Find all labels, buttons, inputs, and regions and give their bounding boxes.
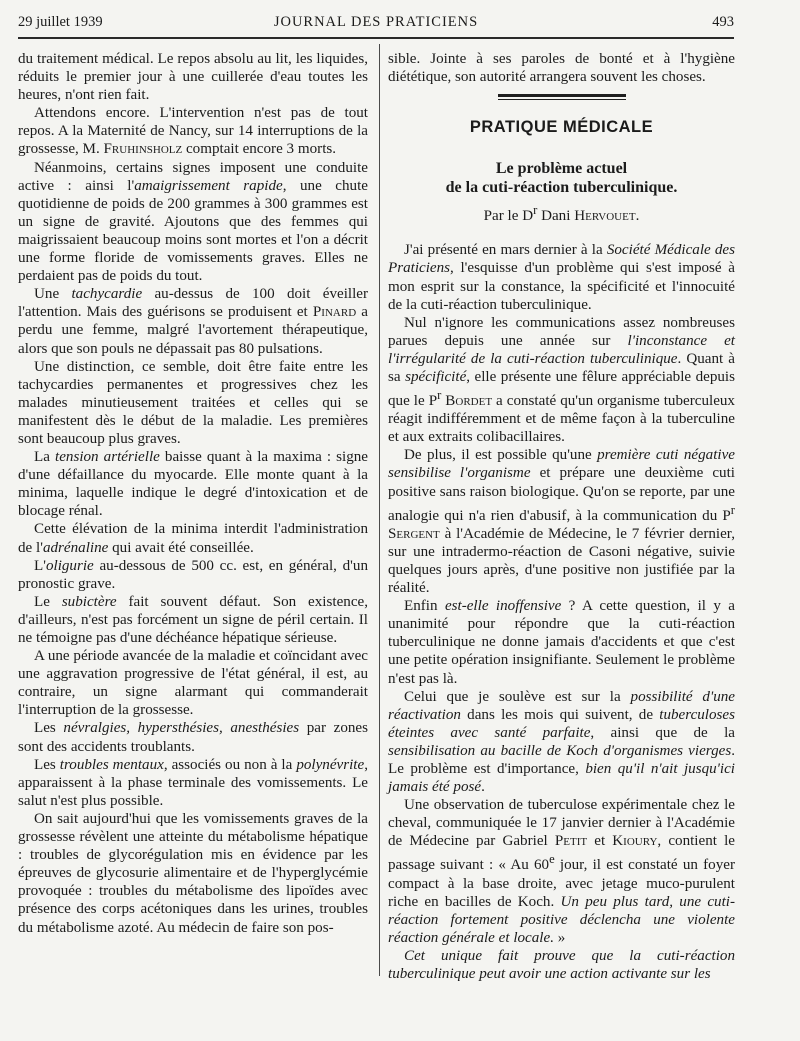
paragraph: sible. Jointe à ses paroles de bonté et à l'hygiène diététique, son autorité arrangera souvent les choses.: [388, 51, 735, 86]
author-name: Fruhinsholz: [103, 141, 183, 158]
right-column: [388, 50, 735, 983]
paragraph: Une observation de tuberculose expérimentale chez le cheval, communiquée le 17 janvier dernier à l'Académie de Médecine par Gabriel Petit et Kioury, contient le passage suivant : « Au 60e jour, il est constaté un foyer compact à la base droite, avec jetage muco-purulent riche en bacilles de Koch. Un peu plus tard, une cuti-réaction fortement positive déclencha une violente réaction générale et locale. »: [388, 797, 736, 946]
header-rule: [18, 37, 734, 39]
paragraph: Enfin est-elle inoffensive ? A cette question, il y a unanimité pour répondre que la cuti-réaction tuberculinique ne donne jamais d'accidents et que c'est une petite opération insignifiante. Seulement le problème n'est pas là.: [388, 598, 735, 687]
paragraph: Nul n'ignore les communications assez nombreuses parues depuis une année sur l'inconstance et l'irrégularité de la cuti-réaction tuberculinique. Quant à sa spécificité, elle présente une fêlure appréciable depuis que le $P^r$ Bordet a constaté qu'un organisme tuberculeux réagit indifféremment et de même façon à la tuberculine et aux extraits colibacillaires.: [388, 314, 735, 446]
paragraph: L'oligurie au-dessous de 500 cc. est, en général, d'un pronostic grave.: [18, 557, 368, 592]
paragraph: A une période avancée de la maladie et coïncidant avec une aggravation progressive de l'état général, il est, au contraire, un signe alarmant qui commanderait l'interruption de la grossesse.: [18, 648, 368, 719]
paragraph: Le subictère fait souvent défaut. Son existence, d'ailleurs, n'est pas forcément un signe de péril certain. Il ne témoigne pas d'une déchéance hépatique sérieuse.: [18, 593, 368, 646]
paragraph: Une distinction, ce semble, doit être faite entre les tachycardies permanentes et progressives chez les malades minutieusement traitées et celles qui se manifestent dès le début de la maladie. Les premières sont beaucoup plus graves.: [18, 358, 368, 447]
paragraph: La tension artérielle baisse quant à la maxima : signe d'une défaillance du myocarde. Elle monte quant à la minima, laquelle indique le degré d'intoxication et de blocage rénal.: [18, 449, 368, 520]
left-column: [18, 50, 368, 937]
article-byline: Par le $D^r$ Dani Hervouet.: [483, 203, 640, 225]
paragraph: Néanmoins, certains signes imposent une conduite active : ainsi l'amaigrissement rapide, une chute quotidienne de poids de 200 grammes à 300 grammes est un signe de gravité. Ajoutons que des femmes qui maigrissaient beaucoup moins sont mortes et l'on a décrit une forme floride de vomissements graves. Elles ne perdaient pas de poids du tout.: [18, 159, 368, 285]
section-title: PRATIQUE MÉDICALE: [469, 118, 654, 137]
paragraph: Une tachycardie au-dessus de 100 doit éveiller l'attention. Mais des guérisons se produisent et Pinard a perdu une femme, malgré l'avortement thérapeutique, alors que son pouls ne dépassait pas 80 pulsations.: [18, 286, 368, 357]
page-header: [18, 14, 734, 36]
paragraph: Attendons encore. L'intervention n'est pas de tout repos. A la Maternité de Nancy, sur 14 interruptions de la grossesse, M. Fruhinsholz comptait encore 3 morts.: [18, 105, 368, 158]
header-journal-title: JOURNAL DES PRATICIENS: [273, 14, 479, 30]
article-title: Le problème actuel de la cuti-réaction tuberculinique.: [445, 160, 678, 197]
author-name: Kioury: [612, 833, 658, 850]
column-divider: [379, 44, 380, 976]
header-page-number: 493: [712, 14, 734, 30]
author-name: Pinard: [312, 304, 357, 321]
author-name: Petit: [554, 833, 588, 850]
paragraph: Cette élévation de la minima interdit l'administration de l'adrénaline qui avait été conseillée.: [18, 521, 368, 556]
paragraph: Les troubles mentaux, associés ou non à la polynévrite, apparaissent à la phase terminale des vomissements. Le salut n'est plus possible.: [18, 756, 368, 809]
paragraph: Celui que je soulève est sur la possibilité d'une réactivation dans les mois qui suivent, de tuberculoses éteintes avec santé parfaite, ainsi que de la sensibilisation au bacille de Koch d'organismes vierges. Le problème est d'importance, bien qu'il n'ait jusqu'ici jamais été posé.: [388, 688, 736, 796]
paragraph: Les névralgies, hypersthésies, anesthésies par zones sont des accidents troublants.: [18, 720, 368, 755]
paragraph: J'ai présenté en mars dernier à la Société Médicale des Praticiens, l'esquisse d'un problème qui s'est imposé à mon esprit sur la constance, la spécificité et l'innocuité de la cuti-réaction tuberculinique.: [388, 242, 736, 313]
paragraph: On sait aujourd'hui que les vomissements graves de la grossesse révèlent une atteinte du métabolisme hépatique : troubles de glycorégulation mis en évidence par les épreuves de glycosurie alimentaire et de l'hyperglycémie provoquée : troubles du métabolisme des lipoïdes avec présence des corps acétoniques dans les urines, troubles du métabolisme azoté. Au médecin de faire son pos-: [18, 810, 368, 936]
ornamental-rule: [498, 94, 626, 100]
paragraph: Cet unique fait prouve que la cuti-réaction tuberculinique peut avoir une action activante sur les: [388, 947, 735, 983]
paragraph: du traitement médical. Le repos absolu au lit, les liquides, réduits le premier jour à une cuillerée d'eau toutes les heures, n'ont rien fait.: [18, 51, 368, 104]
header-date: 29 juillet 1939: [18, 14, 103, 30]
author-name: Bordet: [441, 393, 493, 410]
paragraph: De plus, il est possible qu'une première cuti négative sensibilise l'organisme et prépare une deuxième cuti positive sans raison biologique. Qu'on se reporte, par une analogie qui n'a rien d'abusif, à la communication du $P^r$ Sergent à l'Académie de Médecine, le 7 février dernier, sur une intradermo-réaction de Casoni négative, suivie quelques jours après, d'une positive non justifiée par la réalité.: [388, 447, 735, 597]
author-name: Sergent: [388, 525, 440, 542]
